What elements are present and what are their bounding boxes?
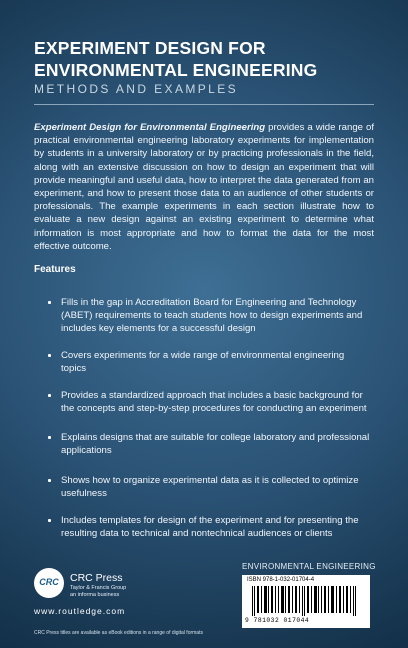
bullet-icon bbox=[48, 301, 51, 304]
feature-item bbox=[61, 431, 371, 457]
description-body: provides a wide range of practical environmental engineering laboratory experiments for implementation by students in a university laboratory or by practicing professionals in the field, along with an extensive discussion on how to design an experiment that will provide meaningful and useful data, how to interpret the data generated from an experiment, and how to present those data to an audience of other students or professionals. The example experiments in each section illustrate how to evaluate a new design against an existing experiment to determine what information is most appropriate and how to format the data for the most effective outcome. bbox=[34, 122, 374, 252]
book-description bbox=[34, 121, 374, 253]
barcode-bars bbox=[252, 586, 360, 616]
feature-text: Shows how to organize experimental data as it is collected to optimize usefulness bbox=[61, 475, 359, 499]
feature-text: Fills in the gap in Accreditation Board for Engineering and Technology (ABET) requirements to teach students how to design experiments and includes key elements for a successful design bbox=[61, 297, 363, 334]
feature-item bbox=[61, 349, 371, 375]
feature-text: Includes templates for design of the experiment and for presenting the resulting data to technical and nontechnical audiences or clients bbox=[61, 515, 359, 539]
publisher-group: Taylor & Francis Group bbox=[70, 585, 127, 591]
barcode bbox=[242, 575, 370, 628]
crc-logo-icon bbox=[34, 568, 64, 598]
book-subtitle: METHODS AND EXAMPLES bbox=[34, 82, 239, 96]
bullet-icon bbox=[48, 394, 51, 397]
book-title: EXPERIMENT DESIGN FOR ENVIRONMENTAL ENGINEERING bbox=[34, 38, 318, 80]
feature-text: Covers experiments for a wide range of environmental engineering topics bbox=[61, 350, 345, 374]
logo-text: CRC bbox=[39, 577, 59, 587]
bullet-icon bbox=[48, 354, 51, 357]
bullet-icon bbox=[48, 436, 51, 439]
bullet-icon bbox=[48, 479, 51, 482]
title-divider bbox=[34, 104, 374, 105]
feature-text: Provides a standardized approach that includes a basic background for the concepts and step-by-step procedures for conducting an experiment bbox=[61, 390, 367, 414]
features-heading: Features bbox=[34, 264, 76, 275]
series-label: ENVIRONMENTAL ENGINEERING bbox=[242, 562, 376, 571]
description-lead: Experiment Design for Environmental Engineering bbox=[34, 122, 266, 133]
ebook-note: CRC Press titles are available as eBook editions in a range of digital formats bbox=[34, 630, 203, 636]
bullet-icon bbox=[48, 519, 51, 522]
feature-item bbox=[61, 474, 371, 500]
feature-text: Explains designs that are suitable for college laboratory and professional applications bbox=[61, 432, 370, 456]
feature-item bbox=[61, 296, 371, 335]
feature-item bbox=[61, 514, 371, 540]
publisher-name: CRC Press bbox=[70, 572, 123, 584]
feature-item bbox=[61, 389, 371, 415]
publisher-business: an informa business bbox=[70, 592, 120, 598]
isbn-text: ISBN 978-1-032-01704-4 bbox=[247, 577, 315, 583]
publisher-website: www.routledge.com bbox=[34, 606, 126, 616]
barcode-number: 9 781032 017044 bbox=[245, 617, 310, 624]
